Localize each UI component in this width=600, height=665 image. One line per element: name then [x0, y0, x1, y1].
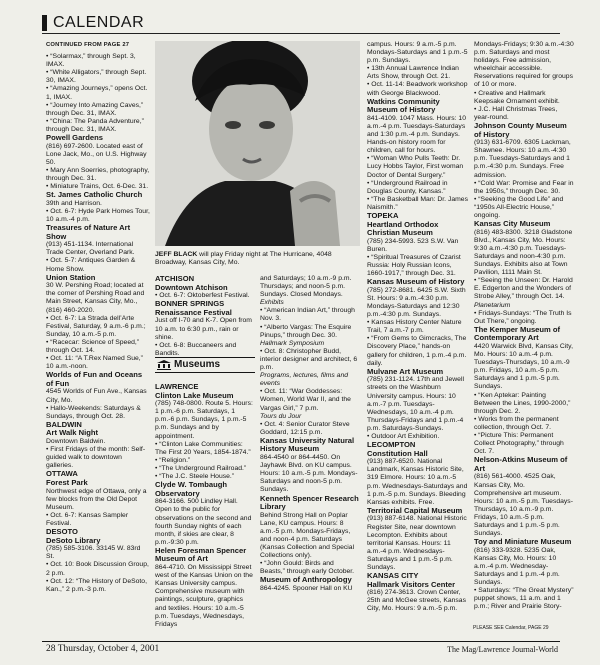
section-subtitle: Heartland Orthodox Christian Museum: [367, 219, 439, 238]
list-item: 39th and Harrison.: [46, 199, 102, 207]
museums-banner: [155, 357, 255, 373]
list-item: • “Journey Into Amazing Caves,” through Dec. 31, IMAX.: [46, 101, 144, 117]
museum-building-icon: [157, 360, 171, 370]
section-title: DESOTO: [46, 527, 78, 537]
section-title: Territorial Capital Museum: [367, 505, 463, 515]
section-title: BALDWIN: [46, 419, 82, 429]
list-item: • “The Underground Railroad.”: [155, 464, 247, 472]
folio: 28 Thursday, October 4, 2001: [46, 644, 160, 654]
list-item: • “American Indian Art,” through Nov. 3.: [260, 307, 355, 323]
subhead-planetarium: Planetarium: [474, 301, 511, 309]
list-item: • “China: The Panda Adventure,” through Dec. 31, IMAX.: [46, 117, 144, 133]
section-subtitle: DeSoto Library: [46, 535, 101, 545]
section-title: TOPEKA: [367, 210, 399, 220]
page-title: CALENDAR: [53, 14, 145, 31]
list-item: 30 W. Pershing Road; located at the corner of Pershing Road and Main Street, Kansas City, Mo., (816) 460-2020.: [46, 282, 145, 314]
subhead-exhibits: Exhibits: [260, 299, 284, 307]
section-title: Toy and Miniature Museum: [474, 537, 572, 547]
section-subtitle: Hallmark Visitors Center: [367, 579, 456, 589]
photo-caption: [155, 251, 360, 267]
portrait-photo: [155, 41, 360, 246]
list-item: • Oct. 6-7: Hyde Park Homes Tour, 10 a.m.-4 p.m.: [46, 207, 150, 223]
section-title: Kenneth Spencer Research Library: [260, 493, 359, 512]
column-1: [46, 41, 150, 594]
list-item: 864-4540 or 864-4450. On Jayhawk Blvd. on KU campus. Hours: 10 a.m.-5 p.m. Mondays-Saturdays and noon-5 p.m. Sundays.: [260, 454, 358, 494]
section-title: Kansas City Museum: [474, 219, 551, 229]
list-item: (816) 333-9328. 5235 Oak, Kansas City, Mo. Hours: 10 a.m.-4 p.m. Wednesday-Saturdays and 1 p.m.-4 p.m. Sundays.: [474, 546, 560, 587]
continued-note-bottom: PLEASE SEE Calendar, PAGE 29: [473, 625, 549, 631]
subhead-tours: Tours du Jour: [260, 412, 302, 420]
list-item: • “Cold War: Promise and Fear in the 1950s,” through Dec. 30.: [474, 179, 574, 195]
list-item: • J.C. Hall Christmas Trees, year-round.: [474, 105, 558, 121]
header-bar-mark: [42, 15, 47, 31]
list-item: • Saturdays: “The Great Mystery” puppet shows, 11 a.m. and 1 p.m.; River and Prairie Story-: [474, 587, 574, 611]
list-item: • “Solarmax,” through Sept. 3, IMAX.: [46, 53, 136, 69]
list-item: 864-3166. 500 Lindley Hall. Open to the public for observations on the second and fourth Sunday nights of each month, if skies are clear, 8 p.m.-9:30 p.m.: [155, 498, 252, 546]
section-title: ATCHISON: [155, 274, 195, 283]
list-item: • Oct. 6-8: Buccaneers and Bandits.: [155, 341, 237, 357]
list-item: (785) 272-8681. 6425 S.W. Sixth St. Hours: 9 a.m.-4:30 p.m. Mondays-Saturdays and 12:30 p.m.-4:30 p.m. Sundays.: [367, 286, 466, 319]
list-item: • “Seeking the Good Life” and “1950s All-Electric House,” ongoing.: [474, 195, 564, 219]
section-title: Museum of Anthropology: [260, 575, 352, 585]
section-title: KANSAS CITY: [367, 571, 419, 581]
list-item: 4420 Warwick Blvd, Kansas City, Mo. Hours: 10 a.m.-4 p.m. Tuesdays-Thursdays, 10 a.m.-9 p.m. Fridays, 10 a.m.-5 p.m. Saturdays and 1 p.m.-5 p.m. Sundays.: [474, 342, 573, 391]
list-item: (913) 887-6148. National Historic Register Site, near downtown Lecompton. Exhibits about territorial Kansas. Hours: 11 a.m.-4 p.m. Wednesdays-Saturdays and 1 p.m.-5 p.m. Sundays.: [367, 515, 467, 571]
section-subtitle: Clinton Lake Museum: [155, 390, 234, 400]
list-item: 841-4109. 1047 Mass. Hours: 10 a.m.-4 p.m. Tuesdays-Saturdays and 1:30 p.m.-4 p.m. Sundays. Hands-on history room for children, call for hours.: [367, 114, 466, 155]
section-title: St. James Catholic Church: [46, 190, 143, 200]
section-title: Johnson County Museum of History: [474, 120, 567, 139]
list-item: • Kansas History Center Nature Trail, 7 a.m.-7 p.m.: [367, 319, 462, 335]
section-title: Kansas University Natural History Museum: [260, 435, 355, 454]
section-title: The Kemper Museum of Contemporary Art: [474, 324, 561, 343]
list-item: (785) 585-3106. 33145 W. 83rd St.: [46, 545, 141, 561]
list-item: • Outdoor Art Exhibition.: [367, 433, 440, 440]
list-item: 864-4245. Spooner Hall on KU: [260, 585, 353, 593]
list-item: Downtown Baldwin.: [46, 438, 106, 445]
list-item: (913) 451-1134. International Trade Center, Overland Park.: [46, 241, 135, 257]
list-item: (913) 887-6520. National Landmark, Kansas Historic Site, 319 Elmore. Hours: 10 a.m.-5 p.m. Wednesdays-Saturdays and 1 p.m.-5 p.m. Sundays. Bleeding Kansas exhibits. Free.: [367, 458, 468, 506]
column-5: [474, 41, 574, 612]
section-title: Powell Gardens: [46, 133, 103, 143]
list-item: Behind Strong Hall on Poplar Lane, KU campus. Hours: 8 a.m.-5 p.m. Mondays-Fridays, and noon-4 p.m. Saturdays (Kansas Collection and Special Collections only).: [260, 511, 355, 560]
section-subtitle: Constitution Hall: [367, 448, 428, 458]
section-title: OTTAWA: [46, 469, 78, 479]
section-title: Treasures of Nature Art Show: [46, 223, 131, 241]
list-item: • Works from the permanent collection, through Oct. 7.: [474, 415, 559, 431]
list-item: • Mary Ann Soerries, photography, through Dec. 31.: [46, 166, 150, 182]
list-item: • “Underground Railroad in Douglas County, Kansas.”: [367, 179, 448, 195]
section-subtitle: Art Walk Night: [46, 428, 99, 438]
list-item: and Saturdays; 10 a.m.-9 p.m. Thursdays; and noon-5 p.m. Sundays. Closed Mondays.: [260, 275, 352, 299]
column-2: [155, 275, 255, 358]
list-item: • First Fridays of the month: Self-guided walk to downtown galleries.: [46, 446, 146, 470]
list-item: • Oct. 11: “War Goddesses: Women, World War II, and the Vargas Girl,” 7 p.m.: [260, 388, 351, 412]
list-item: • Oct. 11: “A T.Rex Named Sue,” 10 a.m.-noon.: [46, 355, 143, 371]
list-item: (816) 483-8300. 3218 Gladstone Blvd., Kansas City, Mo. Hours: 9:30 a.m.-4:30 p.m. Tuesdays-Saturdays and noon-4:30 p.m. Sundays. Exhibits also at Town Pavilion, 1111 Main St.: [474, 228, 573, 277]
list-item: • Fridays-Sundays: “The Truth Is Out There,” ongoing.: [474, 309, 572, 325]
list-item: • “Racecar: Science of Speed,” through Oct. 14.: [46, 338, 140, 354]
list-item: • “Ken Aptekar: Painting Between the Lines, 1990-2000,” through Dec. 2.: [474, 391, 571, 415]
list-item: • “Spiritual Treasures of Czarist Russia: Holy Russian Icons, 1660-1917,” through Dec. 31.: [367, 253, 461, 278]
continued-note: CONTINUED FROM PAGE 27: [46, 42, 130, 48]
list-item: • 13th Annual Lawrence Indian Arts Show, through Oct. 21.: [367, 65, 459, 81]
section-subtitle: Forest Park: [46, 477, 88, 487]
list-item: (816) 697-2600. Located east of Lone Jack, Mo., on U.S. Highway 50.: [46, 142, 147, 166]
list-item: • “From Gems to Gimcracks, The Discovery Place,” hands-on gallery for children, 1 p.m.-4 p.m. daily.: [367, 335, 467, 367]
column-3: [260, 275, 360, 593]
caption-text: will play Friday night at The Hurricane, 4048 Broadway, Kansas City, Mo.: [155, 251, 332, 267]
subhead-hallmark: Hallmark Symposium: [260, 339, 325, 347]
section-title: Union Station: [46, 272, 96, 282]
caption-name: JEFF BLACK: [155, 251, 198, 258]
list-item: campus. Hours: 9 a.m.-5 p.m. Mondays-Saturdays and 1 p.m.-5 p.m. Sundays.: [367, 41, 468, 65]
subhead-programs: Programs, lectures, films and events: [260, 372, 349, 388]
list-item: Northwest edge of Ottawa, only a few blocks from the Old Depot Museum.: [46, 487, 147, 511]
column-4: [367, 41, 469, 614]
list-item: (816) 561-4000. 4525 Oak, Kansas City, Mo. Comprehensive art museum. Hours: 10 a.m.-5 p.m. Tuesdays-Thursdays, 10 a.m.-9 p.m. Fridays, 10 a.m.-5 p.m. Saturdays and 1 p.m.-5 p.m. Sundays.: [474, 473, 573, 538]
list-item: (785) 748-0800. Route 5. Hours: 1 p.m.-6 p.m. Saturdays, 1 p.m.-6 p.m. Sundays, 1 p.m.-5 p.m. Sundays and by appointment.: [155, 400, 253, 440]
list-item: (785) 234-5993. 523 S.W. Van Buren.: [367, 237, 459, 253]
list-item: • Hallo-Weekends: Saturdays & Sundays, through Oct. 28.: [46, 404, 141, 420]
list-item: • “White Alligators,” through Sept. 30, IMAX.: [46, 69, 147, 85]
list-item: • “The J.C. Steele House.”: [155, 473, 235, 481]
list-item: 4545 Worlds of Fun Ave., Kansas City, Mo.: [46, 388, 147, 404]
list-item: • Oct. 12: “The History of DeSoto, Kan.,” 2 p.m.-3 p.m.: [46, 577, 147, 593]
list-item: • Oct. 5-7: Antiques Garden & Home Show.: [46, 257, 136, 273]
section-title: Watkins Community Museum of History: [367, 96, 440, 115]
list-item: 864-4710. On Mississippi Street west of the Kansas Union on the Kansas University campus. Comprehensive museum with paintings, sculpture, graphics and textiles. Hours: 10 a.m.-5 p.m. Tuesdays, Wednesdays, Fridays: [155, 564, 253, 628]
section-title: Nelson-Atkins Museum of Art: [474, 455, 568, 473]
list-item: • “John Gould: Birds and Beasts,” through early October.: [260, 560, 355, 576]
list-item: • “Seeing the Unseen: Dr. Harold E. Edgerton and the Wonders of Strobe Alley,” through Oct. 14.: [474, 277, 573, 301]
list-item: • Oct. 4: Senior Curator Steve Goddard, 12:15 p.m.: [260, 420, 350, 436]
section-title: Kansas Museum of History: [367, 277, 465, 287]
publication-name: The Mag/Lawrence Journal-World: [447, 645, 558, 654]
section-title: Clyde W. Tombaugh Observatory: [155, 480, 227, 498]
list-item: • “Alberto Vargas: The Esquire Pinups,” through Dec. 30.: [260, 323, 352, 339]
portrait-illustration: [155, 41, 360, 246]
calendar-header: [42, 13, 560, 34]
list-item: • Miniature Trains, Oct. 6-Dec. 31.: [46, 183, 149, 191]
list-item: • Oct. 6-7: Kansas Sampler Festival.: [46, 511, 129, 527]
list-item: • “Religion.”: [155, 456, 191, 464]
section-title: Helen Foresman Spencer Museum of Art: [155, 545, 247, 564]
column-2-museums: [155, 383, 255, 629]
list-item: (816) 274-3613. Crown Center, 25th and McGee streets, Kansas City, Mo. Hours: 9 a.m.-5 p.m.: [367, 589, 466, 613]
museums-label: Museums: [174, 359, 221, 370]
list-item: • “The Basketball Man: Dr. James Naismith.”: [367, 195, 468, 211]
list-item: (913) 631-6709. 6305 Lackman, Shawnee. Hours: 10 a.m.-4:30 p.m. Tuesdays-Saturdays and 1 p.m.-4:30 p.m. Sundays. Free admission.: [474, 139, 571, 179]
list-item: • Oct. 10: Book Discussion Group, 2 p.m.: [46, 561, 149, 577]
list-item: • Oct. 11-14: Beadwork workshop with George Blackwood.: [367, 81, 468, 97]
list-item: • Creative and Hallmark Keepsake Ornament exhibit.: [474, 89, 560, 105]
list-item: • “Amazing Journeys,” opens Oct. 1, IMAX.: [46, 85, 148, 101]
page-footer: [42, 641, 560, 660]
section-title: BONNER SPRINGS: [155, 299, 225, 309]
section-title: Worlds of Fun and Oceans of Fun: [46, 370, 143, 388]
section-title: LAWRENCE: [155, 382, 199, 391]
list-item: • “Woman Who Pulls Teeth: Dr. Lucy Hobbs Taylor, First woman Doctor of Dental Surgery.”: [367, 155, 464, 179]
list-item: • “Picture This: Permanent Collect Photography,” through Oct. 7.: [474, 432, 564, 456]
list-item: • Oct. 6-7: La Strada dell’Arte Festival, Saturday, 9 a.m.-6 p.m.; Sunday, 10 a.m.-5 p.m.: [46, 314, 146, 338]
section-title: Mulvane Art Museum: [367, 366, 444, 376]
section-subtitle: Downtown Atchison: [155, 282, 228, 292]
list-item: (785) 231-1124. 17th and Jewell streets on the Washburn University campus. Hours: 10 a.m.-7 p.m. Tuesdays-Wednesdays, 10 a.m.-4 p.m. Thursdays-Fridays and 1 p.m.-4 p.m. Saturdays-Sundays.: [367, 376, 464, 432]
section-title: LECOMPTON: [367, 440, 416, 450]
list-item: Just off I-70 and K-7. Open from 10 a.m. to 6:30 p.m., rain or shine.: [155, 317, 252, 341]
list-item: • “Clinton Lake Communities: The First 20 Years, 1854-1874.”: [155, 440, 251, 456]
list-item: • Oct. 6-7: Oktoberfest Festival.: [155, 292, 250, 300]
section-subtitle: Renaissance Festival: [155, 307, 232, 317]
list-item: • Oct. 8: Christopher Budd, interior designer and architect, 6 p.m.: [260, 347, 358, 372]
list-item: Mondays-Fridays; 9:30 a.m.-4:30 p.m. Saturdays and most holidays. Free admission, wheelchair accessible. Reservations required for groups of 10 or more.: [474, 41, 574, 89]
